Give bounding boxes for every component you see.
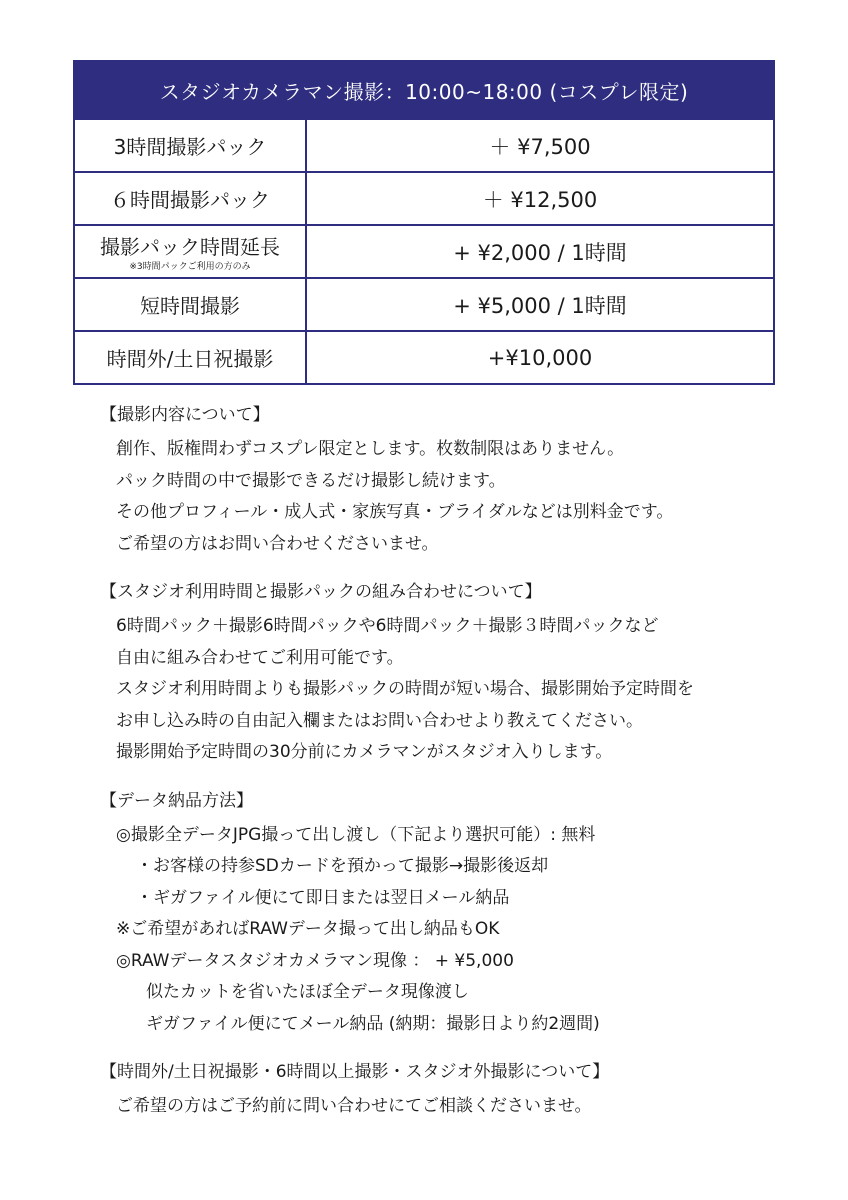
- row-label-cell: [75, 279, 307, 330]
- table-row: [75, 330, 773, 383]
- table-row: [75, 118, 773, 171]
- row-label-cell: [75, 226, 307, 277]
- raw-detail-line: 似たカットを省いたほぼ全データ現像渡し: [146, 982, 469, 1002]
- row-note: ※3時間パックご利用の方のみ: [129, 262, 251, 272]
- price-table: [73, 60, 775, 385]
- section-line: 撮影開始予定時間の30分前にカメラマンがスタジオ入りします。: [116, 742, 613, 762]
- row-price: +¥10,000: [487, 345, 593, 370]
- section-title: 【撮影内容について】: [100, 405, 270, 425]
- row-label-cell: [75, 120, 307, 171]
- section-title: 【スタジオ利用時間と撮影パックの組み合わせについて】: [100, 582, 542, 602]
- section-shooting-content: [100, 400, 800, 560]
- section-line: ご希望の方はご予約前に問い合わせにてご相談くださいませ。: [116, 1096, 592, 1116]
- row-label-cell: [75, 173, 307, 224]
- jpg-option-line: ・ギガファイル便にて即日または翌日メール納品: [136, 887, 510, 908]
- section-line: パック時間の中で撮影できるだけ撮影し続けます。: [116, 470, 506, 491]
- row-label: 時間外/土日祝撮影: [106, 347, 274, 371]
- row-label-cell: [75, 332, 307, 383]
- row-label: 撮影パック時間延長: [100, 235, 280, 259]
- table-row: [75, 277, 773, 330]
- row-price: ＋ ¥12,500: [482, 187, 598, 212]
- section-title: 【データ納品方法】: [100, 790, 253, 811]
- section-line: その他プロフィール・成人式・家族写真・ブライダルなどは別料金です。: [116, 502, 674, 522]
- row-price: + ¥2,000 / 1時間: [453, 240, 627, 265]
- jpg-delivery-line: ◎撮影全データJPG撮って出し渡し（下記より選択可能）: 無料: [116, 824, 596, 845]
- row-price: + ¥5,000 / 1時間: [453, 293, 627, 318]
- jpg-option-line: ・お客様の持参SDカードを預かって撮影→撮影後返却: [136, 856, 549, 876]
- raw-detail-line: ギガファイル便にてメール納品 (納期：撮影日より約2週間): [146, 1013, 600, 1034]
- section-line: 創作、版権問わずコスプレ限定とします。枚数制限はありません。: [116, 439, 625, 459]
- section-line: スタジオ利用時間よりも撮影パックの時間が短い場合、撮影開始予定時間を: [116, 679, 694, 699]
- section-line: 6時間パック＋撮影6時間パックや6時間パック＋撮影３時間パックなど: [116, 616, 659, 636]
- row-label: 3時間撮影パック: [113, 135, 267, 159]
- table-row: [75, 224, 773, 277]
- section-line: お申し込み時の自由記入欄またはお問い合わせより教えてください。: [116, 710, 643, 731]
- row-label: 短時間撮影: [140, 294, 240, 318]
- section-line: 自由に組み合わせてご利用可能です。: [116, 647, 404, 668]
- section-delivery: [100, 786, 800, 1041]
- section-line: ご希望の方はお問い合わせくださいませ。: [116, 533, 439, 554]
- info-body: [100, 400, 800, 1140]
- section-combination: [100, 577, 800, 769]
- raw-delivery-line: ◎RAWデータスタジオカメラマン現像 ： + ¥5,000: [116, 950, 514, 971]
- row-price: ＋ ¥7,500: [489, 134, 591, 159]
- table-header: スタジオカメラマン撮影：10:00~18:00 (コスプレ限定): [75, 62, 773, 118]
- section-title: 【時間外/土日祝撮影・6時間以上撮影・スタジオ外撮影について】: [100, 1062, 610, 1082]
- raw-note-line: ※ご希望があればRAWデータ撮って出し納品もOK: [116, 919, 500, 939]
- row-label: ６時間撮影パック: [110, 188, 270, 212]
- section-extra-shooting: [100, 1057, 800, 1123]
- table-row: [75, 171, 773, 224]
